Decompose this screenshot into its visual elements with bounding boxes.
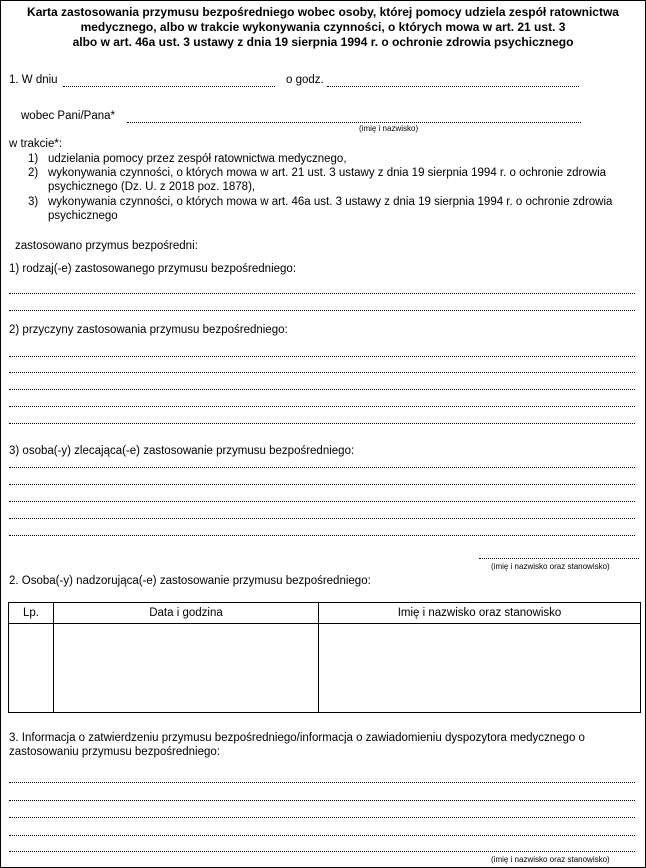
- q3-line[interactable]: [9, 466, 635, 468]
- q3-label: 3) osoba(-y) zlecająca(-e) zastosowanie przymusu bezpośredniego:: [9, 445, 355, 457]
- list-item-text: wykonywania czynności, o których mowa w art. 21 ust. 3 ustawy z dnia 19 sierpnia 1994 r. o ochronie zdrowia psychicznego (Dz. U. z 2018 poz. 1878),: [48, 167, 607, 193]
- signature-hint: (imię i nazwisko oraz stanowisko): [491, 562, 610, 571]
- q2-line[interactable]: [9, 355, 635, 357]
- table-header-row: [9, 603, 641, 624]
- approval-line[interactable]: [9, 781, 635, 783]
- column-header-date: Data i godzina: [54, 603, 319, 624]
- form-title-line-2: medycznego, albo w trakcie wykonywania czynności, o których mowa w art. 21 ust. 3: [80, 20, 566, 34]
- approval-line[interactable]: [9, 799, 635, 801]
- q2-line[interactable]: [9, 371, 635, 373]
- q3-line[interactable]: [9, 517, 635, 519]
- list-item-number: 1): [28, 153, 39, 165]
- list-item-number: 3): [28, 196, 39, 208]
- person-name-field[interactable]: [127, 121, 581, 123]
- q3-line[interactable]: [9, 534, 635, 536]
- during-label: w trakcie*:: [9, 138, 63, 150]
- q3-line[interactable]: [9, 500, 635, 502]
- q1-line[interactable]: [9, 292, 635, 294]
- date-label: 1. W dniu: [9, 74, 58, 86]
- supervisor-label: 2. Osoba(-y) nadzorująca(-e) zastosowanie przymusu bezpośredniego:: [9, 575, 371, 587]
- person-name-hint: (imię i nazwisko): [359, 124, 419, 133]
- column-header-name: Imię i nazwisko oraz stanowisko: [319, 603, 641, 624]
- q2-line[interactable]: [9, 405, 635, 407]
- approval-line[interactable]: [9, 816, 635, 818]
- q3-line[interactable]: [9, 483, 635, 485]
- applied-label: zastosowano przymus bezpośredni:: [15, 240, 198, 252]
- signature-line[interactable]: [479, 557, 639, 559]
- list-item-number: 2): [28, 167, 39, 179]
- time-label: o godz.: [286, 74, 324, 86]
- approval-label: 3. Informacja o zatwierdzeniu przymusu bezpośredniego/informacja o zawiadomieniu dyspozytora medycznego o zastosowaniu przymusu bezpośredniego:: [9, 732, 585, 758]
- table-cell-date[interactable]: [54, 624, 319, 713]
- table-cell-lp[interactable]: [9, 624, 54, 713]
- form-title-line-1: Karta zastosowania przymusu bezpośredniego wobec osoby, której pomocy udziela zespół ratownictwa: [27, 5, 619, 19]
- q1-line[interactable]: [9, 309, 635, 311]
- approval-signature-hint: (imię i nazwisko oraz stanowisko): [491, 855, 610, 864]
- approval-line[interactable]: [9, 850, 635, 852]
- q2-label: 2) przyczyny zastosowania przymusu bezpośredniego:: [9, 324, 288, 336]
- approval-line[interactable]: [9, 834, 635, 836]
- q2-line[interactable]: [9, 422, 635, 424]
- form-title: [9, 5, 637, 50]
- supervisor-table: [8, 602, 641, 713]
- q2-line[interactable]: [9, 388, 635, 390]
- q1-label: 1) rodzaj(-e) zastosowanego przymusu bezpośredniego:: [9, 263, 297, 275]
- list-item-text: udzielania pomocy przez zespół ratownictwa medycznego,: [48, 153, 347, 165]
- person-label: wobec Pani/Pana*: [21, 110, 115, 122]
- table-row: [9, 624, 641, 713]
- table-cell-name[interactable]: [319, 624, 641, 713]
- list-item-text: wykonywania czynności, o których mowa w art. 46a ust. 3 ustawy z dnia 19 sierpnia 1994 r. o ochronie zdrowia psychicznego: [48, 196, 613, 222]
- time-field[interactable]: [327, 85, 579, 87]
- form-title-line-3: albo w art. 46a ust. 3 ustawy z dnia 19 sierpnia 1994 r. o ochronie zdrowia psychicznego: [72, 35, 574, 49]
- date-field[interactable]: [63, 85, 275, 87]
- column-header-lp: Lp.: [9, 603, 54, 624]
